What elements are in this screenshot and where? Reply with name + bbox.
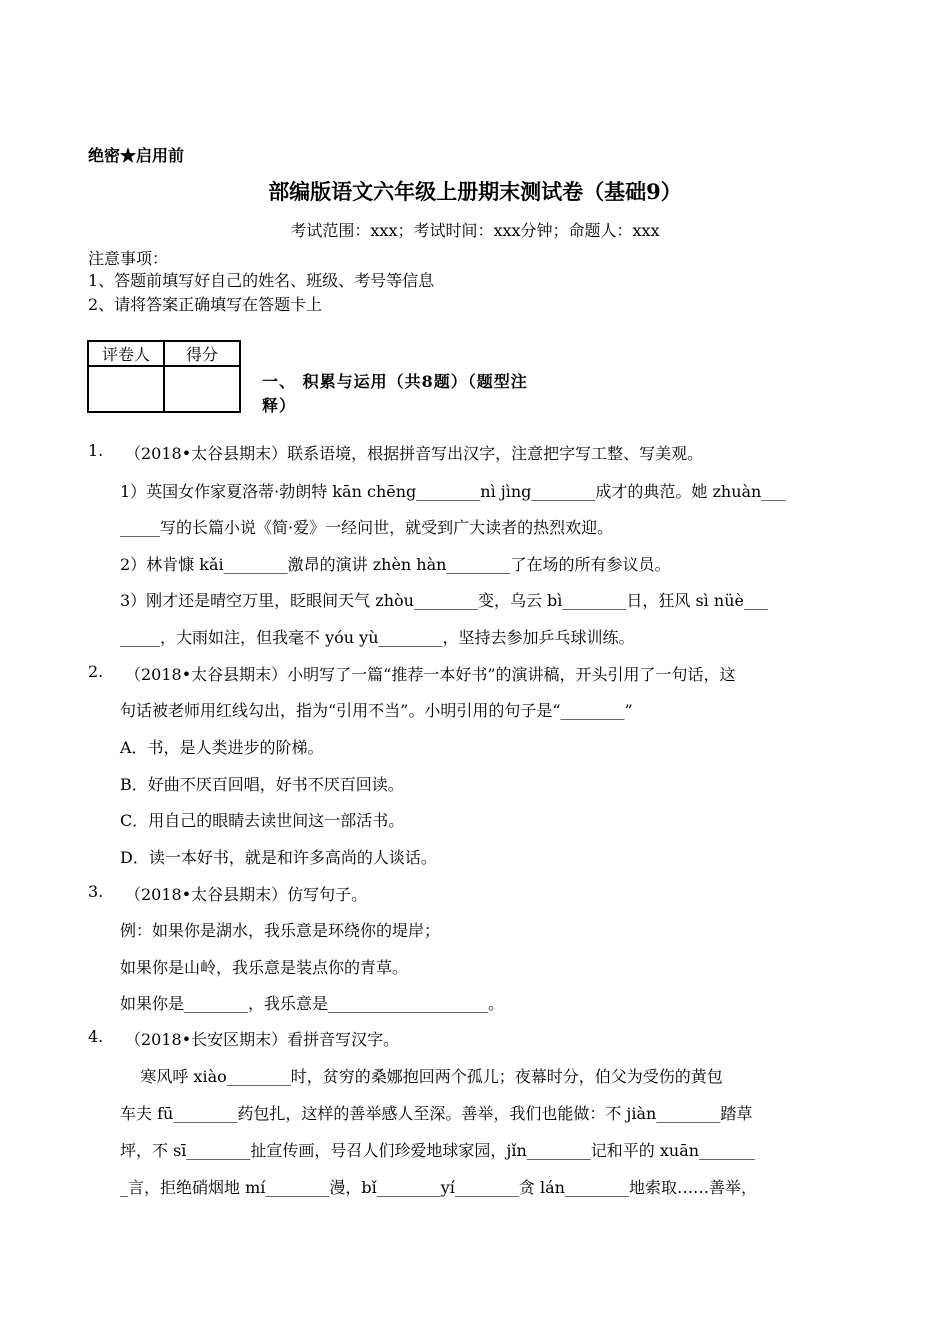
question-line: 如果你是________，我乐意是____________________。 xyxy=(120,994,505,1013)
option-c: C．用自己的眼睛去读世间这一部活书。 xyxy=(120,811,405,830)
section-heading-line: 释） xyxy=(262,396,297,415)
question-line: 3）刚才还是晴空万里，眨眼间天气 zhòu________变，乌云 bì________日，狂风 sì nüè___ xyxy=(120,591,768,610)
option-b: B．好曲不厌百回唱，好书不厌百回读。 xyxy=(120,775,404,794)
question-line: 坪，不 sī________扯宣传画，号召人们珍爱地球家园，jǐn________记和平的 xuān_______ xyxy=(120,1141,756,1160)
question-number: 4. xyxy=(88,1027,104,1046)
question-line: 1）英国女作家夏洛蒂·勃朗特 kān chēng________nì jìng________成才的典范。她 zhuàn___ xyxy=(120,482,786,501)
score-table xyxy=(87,340,241,413)
score-header: 得分 xyxy=(164,341,240,366)
notice-item: 2、请将答案正确填写在答题卡上 xyxy=(88,295,323,314)
question-line: 车夫 fū________药包扎，这样的善举感人至深。善举，我们也能做：不 jiàn________踏草 xyxy=(120,1104,753,1123)
question-stem: （2018•太谷县期末）联系语境，根据拼音写出汉字，注意把字写工整、写美观。 xyxy=(125,444,704,463)
option-a: A．书，是人类进步的阶梯。 xyxy=(120,738,324,757)
question-number: 3. xyxy=(88,882,104,901)
question-line: _言，拒绝硝烟地 mí________漫，bǐ________yí________贪 lán________地索取……善举， xyxy=(120,1178,757,1197)
question-line: 句话被老师用红线勾出，指为“引用不当”。小明引用的句子是“________” xyxy=(120,701,633,720)
score-cell[interactable] xyxy=(164,366,240,412)
question-line: 例：如果你是湖水，我乐意是环绕你的堤岸； xyxy=(120,921,441,940)
question-stem: （2018•太谷县期末）仿写句子。 xyxy=(125,885,368,904)
question-number: 1. xyxy=(88,441,104,460)
option-d: D．读一本好书，就是和许多高尚的人谈话。 xyxy=(120,848,437,867)
question-line: _____，大雨如注，但我毫不 yóu yù________，坚持去参加乒乓球训练。 xyxy=(120,628,635,647)
notice-heading: 注意事项： xyxy=(88,249,169,268)
question-line: 如果你是山岭，我乐意是装点你的青草。 xyxy=(120,958,409,977)
question-line: 寒风呼 xiào________时，贫穷的桑娜抱回两个孤儿；夜幕时分，伯父为受伤的黄包 xyxy=(120,1067,723,1086)
grader-header: 评卷人 xyxy=(88,341,164,366)
section-heading xyxy=(262,370,528,418)
notice-item: 1、答题前填写好自己的姓名、班级、考号等信息 xyxy=(88,271,435,290)
question-number: 2. xyxy=(88,662,104,681)
question-line: 2）林肯慷 kǎi________激昂的演讲 zhèn hàn________了在场的所有参议员。 xyxy=(120,555,671,574)
exam-info: 考试范围：xxx；考试时间：xxx分钟；命题人：xxx xyxy=(290,221,660,240)
section-heading-line: 一、 积累与运用（共8题）（题型注 xyxy=(262,372,528,391)
grader-cell[interactable] xyxy=(88,366,164,412)
question-line: _____写的长篇小说《简·爱》一经问世，就受到广大读者的热烈欢迎。 xyxy=(120,518,614,537)
question-stem: （2018•长安区期末）看拼音写汉字。 xyxy=(125,1030,400,1049)
confidential-label: 绝密★启用前 xyxy=(88,146,185,165)
question-stem: （2018•太谷县期末）小明写了一篇“推荐一本好书”的演讲稿，开头引用了一句话，这 xyxy=(125,665,736,684)
page-title: 部编版语文六年级上册期末测试卷（基础9） xyxy=(268,179,682,204)
